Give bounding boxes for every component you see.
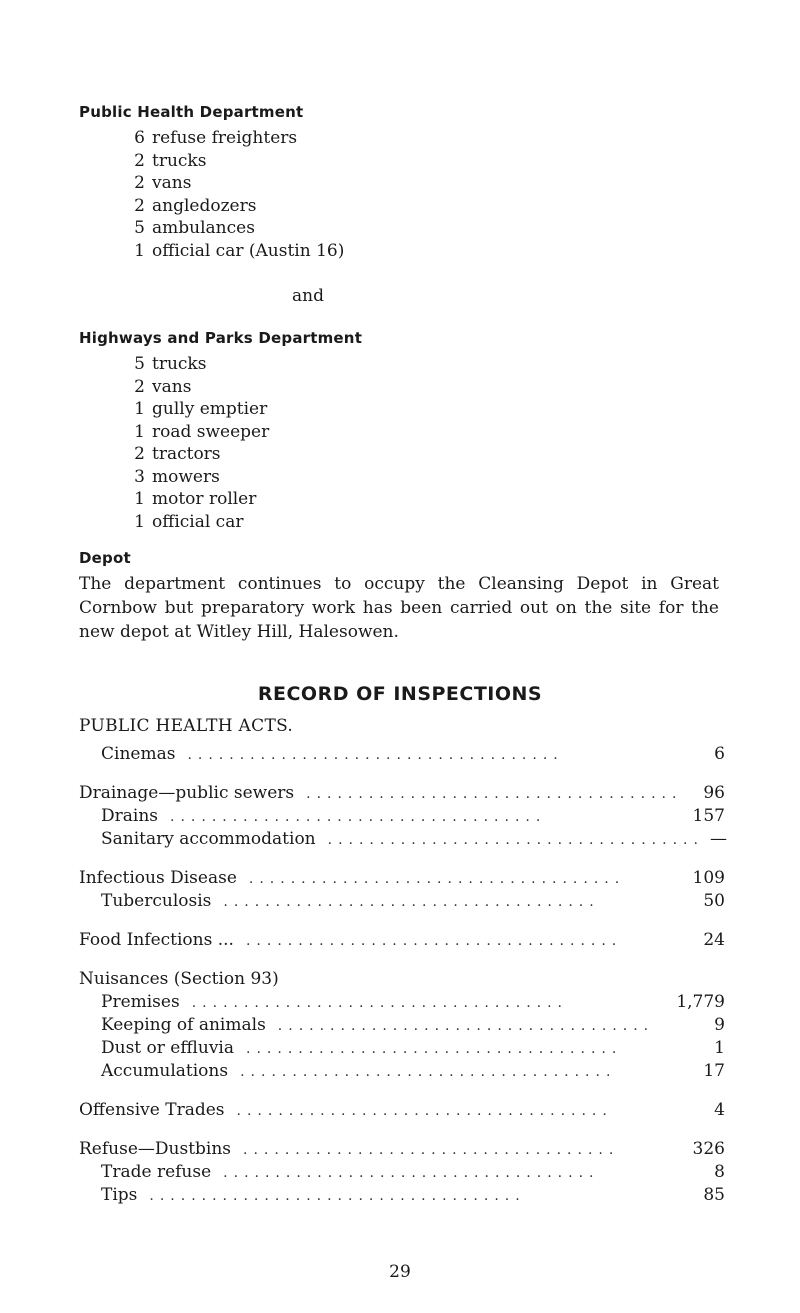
row-value: 85 — [703, 1185, 725, 1205]
row-value: 1,779 — [676, 992, 725, 1012]
list-item — [129, 240, 344, 263]
table-row — [79, 1139, 725, 1162]
row-label: Infectious Disease — [79, 868, 237, 888]
dot-leader: .................................... — [246, 1041, 623, 1057]
depot-heading: Depot — [79, 549, 131, 567]
list-item — [129, 127, 344, 150]
row-label: Accumulations — [101, 1061, 229, 1081]
dot-leader: .................................... — [240, 1064, 617, 1080]
fleet-label: refuse freighters — [152, 128, 298, 148]
table-row — [79, 1038, 725, 1061]
dot-leader: .................................... — [277, 1018, 655, 1034]
row-label: Trade refuse — [101, 1162, 212, 1182]
row-label: Drains — [101, 806, 159, 826]
fleet-label: trucks — [152, 150, 207, 171]
list-item — [129, 217, 344, 240]
fleet-qty: 6 — [134, 128, 145, 148]
list-item — [129, 376, 269, 399]
row-value: 9 — [714, 1015, 725, 1035]
dot-leader: .................................... — [223, 1165, 600, 1181]
fleet-qty: 1 — [134, 399, 145, 419]
table-row — [79, 829, 725, 852]
fleet-qty: 2 — [134, 150, 145, 171]
fleet-label: road sweeper — [152, 421, 270, 442]
fleet-label: tractors — [152, 444, 221, 464]
row-value: 24 — [703, 930, 725, 950]
dot-leader: .................................... — [149, 1188, 526, 1204]
fleet-label: angledozers — [152, 195, 257, 216]
page-number: 29 — [389, 1262, 411, 1282]
row-value: 8 — [714, 1162, 725, 1182]
list-item — [129, 488, 269, 511]
row-label: Offensive Trades — [79, 1100, 225, 1120]
dot-leader: .................................... — [191, 995, 569, 1011]
row-label: Food Infections ... — [79, 930, 234, 950]
row-label: Cinemas — [101, 744, 176, 764]
fleet-qty: 2 — [134, 195, 145, 216]
row-label: Tuberculosis — [101, 891, 212, 911]
list-item — [129, 195, 344, 218]
fleet-qty: 1 — [134, 489, 145, 509]
row-value: 17 — [703, 1061, 725, 1081]
dot-leader: .................................... — [245, 933, 623, 949]
fleet-label: gully emptier — [152, 399, 268, 419]
dot-leader: .................................... — [236, 1103, 613, 1119]
fleet-qty: 5 — [134, 354, 145, 374]
row-label: Sanitary accommodation — [101, 829, 316, 849]
list-item — [129, 421, 269, 444]
fleet-label: trucks — [152, 354, 207, 374]
fleet-qty: 1 — [134, 240, 145, 261]
table-row — [79, 783, 725, 806]
fleet-qty: 1 — [134, 421, 145, 442]
dot-leader: .................................... — [306, 786, 683, 802]
row-label: Refuse—Dustbins — [79, 1139, 232, 1159]
list-item — [129, 353, 269, 376]
table-row — [79, 1015, 725, 1038]
row-value: 4 — [714, 1100, 725, 1120]
list-item — [129, 466, 269, 489]
table-row — [79, 868, 725, 891]
depot-paragraph: The department continues to occupy the Cleansing Depot in Great Cornbow but preparatory work has been carried out on the site for the new depot at Witley Hill, Halesowen. — [79, 574, 719, 642]
row-label: Dust or effluvia — [101, 1038, 235, 1058]
list-item — [129, 398, 269, 421]
table-row — [79, 969, 725, 992]
dot-leader: .................................... — [327, 832, 704, 848]
table-row — [79, 744, 725, 767]
and-connector: and — [292, 286, 324, 306]
row-label: Drainage—public sewers — [79, 783, 295, 803]
public-health-acts-title: PUBLIC HEALTH ACTS. — [79, 716, 294, 736]
inspections-table — [79, 744, 725, 1208]
row-value: 6 — [714, 744, 725, 764]
row-value: 1 — [714, 1038, 725, 1058]
dot-leader: .................................... — [170, 809, 547, 825]
table-row — [79, 1162, 725, 1185]
table-row — [79, 1061, 725, 1084]
table-row — [79, 806, 725, 829]
row-label: Keeping of animals — [101, 1015, 266, 1035]
row-value: — — [709, 829, 727, 849]
row-value: 326 — [692, 1139, 725, 1159]
row-label: Premises — [101, 992, 180, 1012]
public-health-heading: Public Health Department — [79, 103, 304, 121]
row-value: 50 — [703, 891, 725, 911]
fleet-label: ambulances — [152, 218, 255, 238]
fleet-qty: 1 — [134, 511, 145, 532]
fleet-qty: 2 — [134, 173, 145, 193]
row-value: 96 — [703, 783, 725, 803]
row-label: Nuisances (Section 93) — [79, 969, 279, 989]
fleet-qty: 2 — [134, 444, 145, 464]
fleet-label: vans — [152, 173, 192, 193]
record-title: RECORD OF INSPECTIONS — [257, 683, 543, 705]
list-item — [129, 150, 344, 173]
list-item — [129, 511, 269, 534]
fleet-qty: 3 — [134, 466, 145, 487]
table-row — [79, 1100, 725, 1123]
table-row — [79, 891, 725, 914]
table-row — [79, 1185, 725, 1208]
table-row — [79, 992, 725, 1015]
dot-leader: .................................... — [223, 894, 600, 910]
public-health-fleet-list — [129, 127, 344, 262]
fleet-label: official car — [152, 511, 244, 532]
dot-leader: .................................... — [248, 871, 626, 887]
dot-leader: .................................... — [187, 747, 564, 763]
fleet-label: official car (Austin 16) — [152, 240, 345, 261]
highways-fleet-list — [129, 353, 269, 533]
table-row — [79, 930, 725, 953]
fleet-label: vans — [152, 376, 192, 397]
row-label: Tips — [101, 1185, 138, 1205]
list-item — [129, 443, 269, 466]
row-value: 109 — [692, 868, 725, 888]
fleet-qty: 5 — [134, 218, 145, 238]
dot-leader: .................................... — [243, 1142, 620, 1158]
highways-heading: Highways and Parks Department — [79, 329, 363, 347]
fleet-label: motor roller — [152, 489, 257, 509]
fleet-label: mowers — [152, 466, 220, 487]
fleet-qty: 2 — [134, 376, 145, 397]
row-value: 157 — [692, 806, 725, 826]
list-item — [129, 172, 344, 195]
